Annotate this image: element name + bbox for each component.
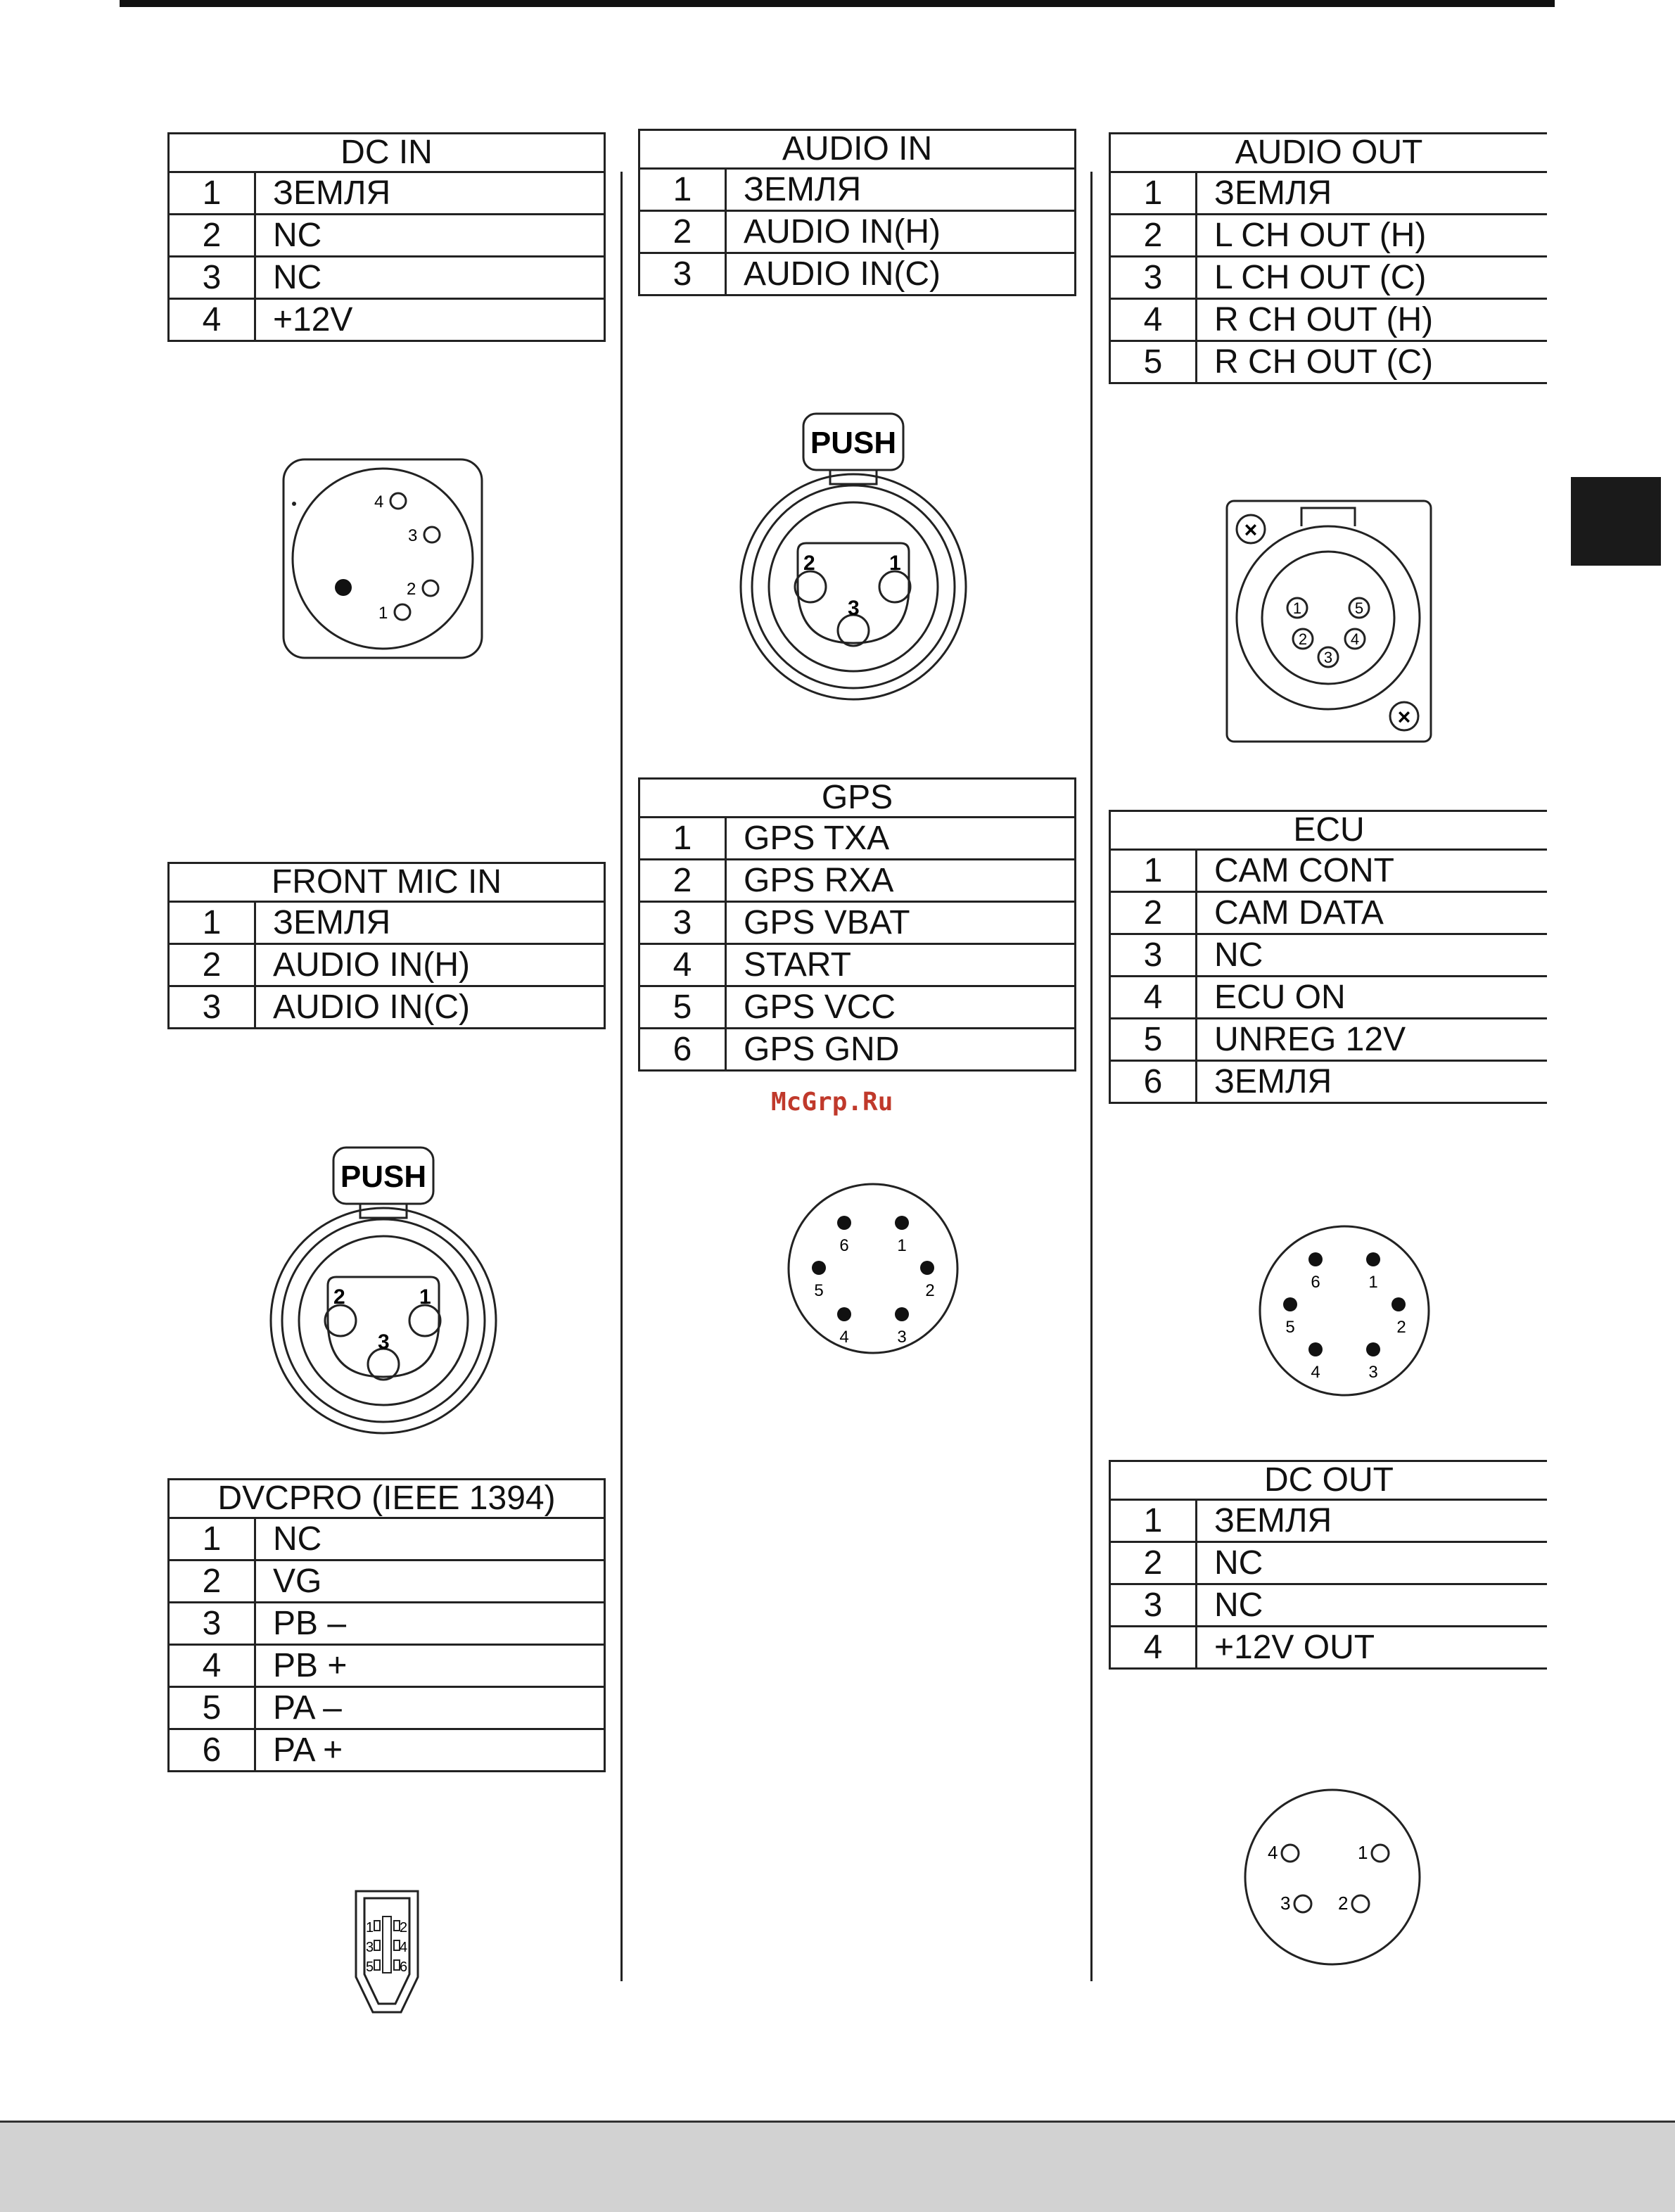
table-row xyxy=(169,944,605,986)
audio-out-5pin-connector-diagram xyxy=(1224,498,1435,744)
table-row xyxy=(169,902,605,944)
pin-signal: CAM DATA xyxy=(1197,892,1548,934)
svg-text:2: 2 xyxy=(333,1285,345,1309)
pin-signal: ЗЕМЛЯ xyxy=(255,172,605,215)
pin-number: 5 xyxy=(1110,1019,1197,1061)
pin-signal: ЗЕМЛЯ xyxy=(255,902,605,944)
dc-in-table xyxy=(167,132,606,342)
pin-number: 3 xyxy=(1110,257,1197,299)
table-row xyxy=(1110,299,1548,341)
svg-text:3: 3 xyxy=(408,526,418,545)
table-row xyxy=(639,253,1076,295)
table-row xyxy=(169,299,605,341)
pin-signal: PA + xyxy=(255,1729,605,1772)
svg-text:1: 1 xyxy=(1292,599,1302,617)
pin-signal: PA – xyxy=(255,1687,605,1729)
audio-out-table xyxy=(1109,132,1547,384)
pin-number: 4 xyxy=(169,299,255,341)
pin-signal: NC xyxy=(255,257,605,299)
pin-signal: ЗЕМЛЯ xyxy=(1197,172,1548,215)
pin-number: 2 xyxy=(1110,1542,1197,1584)
pin-number: 6 xyxy=(169,1729,255,1772)
svg-text:1: 1 xyxy=(889,552,901,575)
pin-number: 2 xyxy=(169,1561,255,1603)
top-rule xyxy=(120,0,1555,7)
pin-signal: AUDIO IN(C) xyxy=(255,986,605,1029)
pin-number: 1 xyxy=(1110,172,1197,215)
dc-out-4pin-connector-diagram xyxy=(1242,1787,1422,1967)
pin-number: 1 xyxy=(639,169,726,211)
pin-number: 5 xyxy=(639,986,726,1029)
table-title: DC IN xyxy=(169,134,605,172)
push-label: PUSH xyxy=(810,426,897,460)
table-title: GPS xyxy=(639,779,1076,818)
svg-text:4: 4 xyxy=(400,1940,408,1955)
pin-signal: NC xyxy=(1197,1584,1548,1627)
pin-signal: ЗЕМЛЯ xyxy=(1197,1500,1548,1542)
column-divider-right xyxy=(1090,172,1093,1981)
pin-signal: START xyxy=(726,944,1076,986)
pin-number: 3 xyxy=(169,1603,255,1645)
svg-text:4: 4 xyxy=(374,492,384,511)
svg-text:2: 2 xyxy=(407,580,416,599)
front-mic-xlr-connector-diagram xyxy=(267,1145,507,1447)
svg-text:3: 3 xyxy=(1323,649,1333,666)
table-row xyxy=(1110,1584,1548,1627)
table-row xyxy=(639,211,1076,253)
svg-text:5: 5 xyxy=(1285,1318,1295,1337)
svg-text:3: 3 xyxy=(1280,1893,1291,1914)
table-title: AUDIO IN xyxy=(639,130,1076,169)
table-title: FRONT MIC IN xyxy=(169,863,605,902)
ecu-table xyxy=(1109,810,1547,1104)
table-row xyxy=(639,860,1076,902)
pin-number: 4 xyxy=(169,1645,255,1687)
pin-number: 4 xyxy=(639,944,726,986)
pin-number: 6 xyxy=(1110,1061,1197,1103)
dc-out-table xyxy=(1109,1460,1547,1670)
table-row xyxy=(639,986,1076,1029)
table-title: DVCPRO (IEEE 1394) xyxy=(169,1480,605,1518)
column-divider-left xyxy=(620,172,623,1981)
pin-signal: CAM CONT xyxy=(1197,850,1548,892)
pin-signal: NC xyxy=(1197,1542,1548,1584)
dvcpro-table xyxy=(167,1478,606,1772)
pin-signal: +12V xyxy=(255,299,605,341)
table-title: ECU xyxy=(1110,811,1548,850)
table-row xyxy=(1110,892,1548,934)
pin-signal: NC xyxy=(255,215,605,257)
svg-text:1: 1 xyxy=(897,1236,907,1255)
svg-text:2: 2 xyxy=(925,1281,935,1300)
pin-number: 1 xyxy=(639,818,726,860)
svg-text:5: 5 xyxy=(366,1959,374,1975)
pin-signal: GPS TXA xyxy=(726,818,1076,860)
pin-signal: GPS VBAT xyxy=(726,902,1076,944)
table-row xyxy=(169,257,605,299)
table-row xyxy=(1110,1500,1548,1542)
svg-text:6: 6 xyxy=(839,1236,849,1255)
svg-text:3: 3 xyxy=(848,597,860,620)
pin-number: 3 xyxy=(1110,1584,1197,1627)
pin-number: 2 xyxy=(639,211,726,253)
table-row xyxy=(1110,1019,1548,1061)
table-row xyxy=(169,986,605,1029)
pin-signal: AUDIO IN(H) xyxy=(255,944,605,986)
pin-signal: R CH OUT (C) xyxy=(1197,341,1548,383)
table-row xyxy=(639,1029,1076,1071)
svg-text:×: × xyxy=(1397,704,1411,730)
table-row xyxy=(1110,977,1548,1019)
svg-text:×: × xyxy=(1244,517,1258,542)
pin-number: 3 xyxy=(169,257,255,299)
push-label: PUSH xyxy=(340,1159,427,1194)
dvcpro-ieee1394-connector-diagram xyxy=(352,1888,422,2015)
audio-in-xlr-connector-diagram xyxy=(737,411,976,713)
pin-number: 4 xyxy=(1110,1627,1197,1669)
pin-number: 1 xyxy=(1110,850,1197,892)
svg-text:2: 2 xyxy=(400,1920,408,1936)
table-row xyxy=(639,169,1076,211)
pin-signal: GPS VCC xyxy=(726,986,1076,1029)
pin-signal: VG xyxy=(255,1561,605,1603)
table-row xyxy=(1110,215,1548,257)
pin-signal: ЗЕМЛЯ xyxy=(1197,1061,1548,1103)
table-row xyxy=(1110,1542,1548,1584)
pin-number: 2 xyxy=(1110,892,1197,934)
svg-text:2: 2 xyxy=(1298,630,1308,648)
pin-number: 4 xyxy=(1110,977,1197,1019)
pin-number: 6 xyxy=(639,1029,726,1071)
pin-signal: L CH OUT (C) xyxy=(1197,257,1548,299)
table-title: DC OUT xyxy=(1110,1461,1548,1500)
pin-signal: AUDIO IN(C) xyxy=(726,253,1076,295)
table-row xyxy=(1110,172,1548,215)
svg-text:1: 1 xyxy=(1358,1842,1368,1863)
pin-signal: NC xyxy=(255,1518,605,1561)
svg-text:2: 2 xyxy=(803,552,815,575)
table-row xyxy=(1110,341,1548,383)
table-row xyxy=(169,1561,605,1603)
svg-text:3: 3 xyxy=(897,1328,907,1347)
section-tab-marker xyxy=(1571,477,1661,566)
pin-signal: R CH OUT (H) xyxy=(1197,299,1548,341)
pin-signal: PB + xyxy=(255,1645,605,1687)
pin-number: 4 xyxy=(1110,299,1197,341)
pin-number: 5 xyxy=(1110,341,1197,383)
table-row xyxy=(169,1687,605,1729)
table-row xyxy=(1110,1061,1548,1103)
svg-text:1: 1 xyxy=(378,604,388,623)
pin-number: 1 xyxy=(169,1518,255,1561)
pin-number: 3 xyxy=(169,986,255,1029)
dc-in-connector-diagram xyxy=(280,456,485,661)
table-row xyxy=(639,818,1076,860)
pin-signal: NC xyxy=(1197,934,1548,977)
pin-signal: GPS RXA xyxy=(726,860,1076,902)
svg-text:6: 6 xyxy=(1311,1273,1320,1292)
pin-signal: PB – xyxy=(255,1603,605,1645)
ecu-6pin-connector-diagram xyxy=(1256,1223,1432,1399)
svg-text:3: 3 xyxy=(1368,1363,1378,1382)
footer-band xyxy=(0,2121,1675,2212)
svg-text:1: 1 xyxy=(419,1285,431,1309)
pin-number: 1 xyxy=(169,172,255,215)
pin-signal: L CH OUT (H) xyxy=(1197,215,1548,257)
gps-table xyxy=(638,777,1076,1072)
pin-number: 2 xyxy=(169,944,255,986)
front-mic-in-table xyxy=(167,862,606,1029)
pin-number: 3 xyxy=(1110,934,1197,977)
svg-text:2: 2 xyxy=(1338,1893,1349,1914)
table-row xyxy=(1110,1627,1548,1669)
gps-6pin-connector-diagram xyxy=(785,1181,961,1356)
watermark-text: McGrp.Ru xyxy=(771,1088,893,1117)
svg-text:1: 1 xyxy=(366,1920,374,1936)
pin-number: 1 xyxy=(169,902,255,944)
svg-text:4: 4 xyxy=(1268,1842,1278,1863)
svg-text:3: 3 xyxy=(366,1940,374,1955)
table-row xyxy=(169,1729,605,1772)
table-title: AUDIO OUT xyxy=(1110,134,1548,172)
pin-number: 2 xyxy=(1110,215,1197,257)
table-row xyxy=(1110,934,1548,977)
pin-number: 1 xyxy=(1110,1500,1197,1542)
table-row xyxy=(1110,257,1548,299)
pin-number: 5 xyxy=(169,1687,255,1729)
pin-number: 3 xyxy=(639,253,726,295)
table-row xyxy=(169,1603,605,1645)
svg-text:3: 3 xyxy=(378,1330,390,1354)
svg-text:6: 6 xyxy=(400,1959,408,1975)
pin-signal: +12V OUT xyxy=(1197,1627,1548,1669)
table-row xyxy=(1110,850,1548,892)
svg-text:5: 5 xyxy=(1354,599,1364,617)
audio-in-table xyxy=(638,129,1076,296)
svg-text:4: 4 xyxy=(1350,630,1360,648)
svg-text:1: 1 xyxy=(1368,1273,1378,1292)
table-row xyxy=(639,944,1076,986)
pin-signal: AUDIO IN(H) xyxy=(726,211,1076,253)
pin-signal: ECU ON xyxy=(1197,977,1548,1019)
pin-signal: UNREG 12V xyxy=(1197,1019,1548,1061)
table-row xyxy=(169,1645,605,1687)
pin-number: 2 xyxy=(639,860,726,902)
svg-text:2: 2 xyxy=(1396,1318,1406,1337)
pin-number: 3 xyxy=(639,902,726,944)
pin-signal: ЗЕМЛЯ xyxy=(726,169,1076,211)
pin-signal: GPS GND xyxy=(726,1029,1076,1071)
table-row xyxy=(639,902,1076,944)
svg-text:5: 5 xyxy=(814,1281,824,1300)
table-row xyxy=(169,172,605,215)
pin-number: 2 xyxy=(169,215,255,257)
svg-text:4: 4 xyxy=(1311,1363,1320,1382)
table-row xyxy=(169,215,605,257)
svg-text:4: 4 xyxy=(839,1328,849,1347)
table-row xyxy=(169,1518,605,1561)
